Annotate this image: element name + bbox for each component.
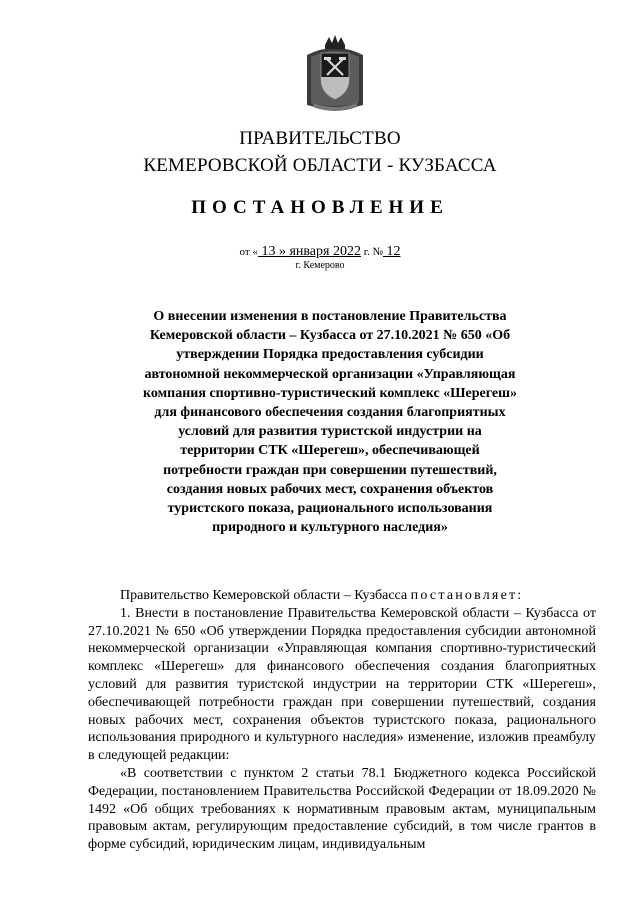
decree-date-number (0, 244, 640, 260)
intro-text: Правительство Кемеровской области – Кузбасса (120, 588, 411, 603)
intro-verb: постановляет: (410, 588, 524, 603)
date-prefix: от « (239, 246, 258, 258)
date-mid: » (278, 244, 290, 259)
date-year-suffix: г. № (360, 246, 383, 258)
government-name-line2: КЕМЕРОВСКОЙ ОБЛАСТИ - КУЗБАССА (143, 155, 497, 176)
date-month-year: января 2022 (289, 244, 361, 259)
coat-of-arms-emblem (303, 33, 367, 113)
intro-paragraph (88, 587, 596, 605)
decree-title: О внесении изменения в постановление Правительства Кемеровской области – Кузбасса от 27.10.2021 № 650 «Об утверждении Порядка предоставления субсидии автономной некоммерческой организации «Управляющая компания спортивно-туристический комплекс «Шерегеш» для финансового обеспечения создания благоприятных условий для развития туристской индустрии на территории СТК «Шерегеш», обеспечивающей потребности граждан при совершении путешествий, создания новых рабочих мест, сохранения объектов туристского показа, рационального использования природного и культурного наследия» (143, 309, 517, 536)
document-type-heading: ПОСТАНОВЛЕНИЕ (191, 197, 449, 218)
government-name-line1: ПРАВИТЕЛЬСТВО (239, 128, 401, 149)
city-name: г. Кемерово (295, 260, 345, 271)
kemerovo-coat-of-arms-icon (303, 33, 367, 113)
paragraph-1: 1. Внести в постановление Правительства Кемеровской области – Кузбасса от 27.10.2021 № 650 «Об утверждении Порядка предоставления субсидии автономной некоммерческой организации «Управляющая компания спортивно-туристический комплекс «Шерегеш» для финансового обеспечения создания благоприятных условий для развития туристской индустрии на территории СТК «Шерегеш», обеспечивающей потребности граждан при совершении путешествий, создания новых рабочих мест, сохранения объектов туристского показа, рационального использования природного и культурного наследия» изменение, изложив преамбулу в следующей редакции: (88, 605, 596, 764)
decree-body (88, 587, 596, 854)
decree-number: 12 (382, 244, 401, 259)
paragraph-2: «В соответствии с пунктом 2 статьи 78.1 Бюджетного кодекса Российской Федерации, постановлением Правительства Российской Федерации от 18.09.2020 № 1492 «Об общих требованиях к нормативным правовым актам, муниципальным правовым актам, регулирующим предоставление субсидий, в том числе грантов в форме субсидий, юридическим лицам, индивидуальным (88, 765, 596, 853)
date-day: 13 (257, 244, 279, 259)
